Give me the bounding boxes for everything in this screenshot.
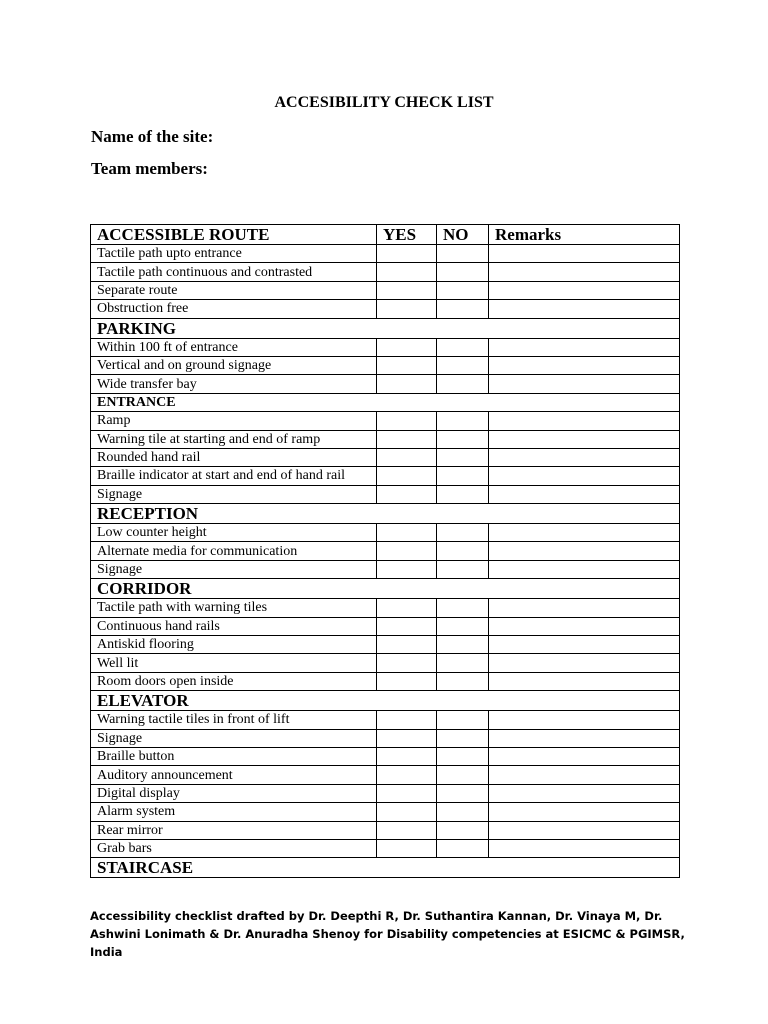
checklist-row xyxy=(91,784,680,802)
checklist-row xyxy=(91,485,680,503)
yes-cell[interactable] xyxy=(377,263,437,281)
no-cell[interactable] xyxy=(437,412,489,430)
checklist-item-label: Within 100 ft of entrance xyxy=(91,338,377,356)
checklist-row xyxy=(91,375,680,393)
yes-cell[interactable] xyxy=(377,375,437,393)
yes-cell[interactable] xyxy=(377,560,437,578)
yes-cell[interactable] xyxy=(377,448,437,466)
yes-cell[interactable] xyxy=(377,300,437,318)
checklist-row xyxy=(91,524,680,542)
no-cell[interactable] xyxy=(437,654,489,672)
section-title: PARKING xyxy=(91,318,680,338)
yes-cell[interactable] xyxy=(377,821,437,839)
yes-column-header: YES xyxy=(377,225,437,245)
checklist-item-label: Grab bars xyxy=(91,839,377,857)
remarks-cell[interactable] xyxy=(489,448,680,466)
yes-cell[interactable] xyxy=(377,599,437,617)
checklist-item-label: Braille button xyxy=(91,747,377,765)
no-cell[interactable] xyxy=(437,542,489,560)
checklist-row xyxy=(91,766,680,784)
no-cell[interactable] xyxy=(437,729,489,747)
checklist-row xyxy=(91,542,680,560)
remarks-cell[interactable] xyxy=(489,747,680,765)
no-cell[interactable] xyxy=(437,356,489,374)
section-title: CORRIDOR xyxy=(91,579,680,599)
checklist-item-label: Auditory announcement xyxy=(91,766,377,784)
section-header-row xyxy=(91,393,680,411)
yes-cell[interactable] xyxy=(377,412,437,430)
checklist-row xyxy=(91,245,680,263)
no-cell[interactable] xyxy=(437,599,489,617)
remarks-cell[interactable] xyxy=(489,617,680,635)
no-cell[interactable] xyxy=(437,375,489,393)
no-cell[interactable] xyxy=(437,711,489,729)
remarks-cell[interactable] xyxy=(489,711,680,729)
remarks-cell[interactable] xyxy=(489,485,680,503)
checklist-row xyxy=(91,448,680,466)
remarks-cell[interactable] xyxy=(489,263,680,281)
no-cell[interactable] xyxy=(437,617,489,635)
section-header-row xyxy=(91,691,680,711)
yes-cell[interactable] xyxy=(377,281,437,299)
no-cell[interactable] xyxy=(437,338,489,356)
no-cell[interactable] xyxy=(437,467,489,485)
section-title: ELEVATOR xyxy=(91,691,680,711)
checklist-item-label: Tactile path with warning tiles xyxy=(91,599,377,617)
checklist-item-label: Vertical and on ground signage xyxy=(91,356,377,374)
no-cell[interactable] xyxy=(437,300,489,318)
remarks-cell[interactable] xyxy=(489,654,680,672)
remarks-cell[interactable] xyxy=(489,784,680,802)
remarks-cell[interactable] xyxy=(489,467,680,485)
document-title: ACCESIBILITY CHECK LIST xyxy=(274,94,494,111)
no-column-header: NO xyxy=(437,225,489,245)
no-cell[interactable] xyxy=(437,636,489,654)
yes-cell[interactable] xyxy=(377,430,437,448)
checklist-item-label: Obstruction free xyxy=(91,300,377,318)
remarks-cell[interactable] xyxy=(489,766,680,784)
checklist-row xyxy=(91,560,680,578)
checklist-row xyxy=(91,803,680,821)
checklist-row xyxy=(91,729,680,747)
checklist-item-label: Warning tactile tiles in front of lift xyxy=(91,711,377,729)
checklist-item-label: Rear mirror xyxy=(91,821,377,839)
team-members-label: Team members: xyxy=(91,159,208,178)
checklist-item-label: Braille indicator at start and end of hand rail xyxy=(91,467,377,485)
checklist-item-label: Digital display xyxy=(91,784,377,802)
no-cell[interactable] xyxy=(437,560,489,578)
yes-cell[interactable] xyxy=(377,245,437,263)
no-cell[interactable] xyxy=(437,485,489,503)
checklist-item-label: Tactile path upto entrance xyxy=(91,245,377,263)
remarks-cell[interactable] xyxy=(489,803,680,821)
no-cell[interactable] xyxy=(437,766,489,784)
yes-cell[interactable] xyxy=(377,338,437,356)
checklist-row xyxy=(91,467,680,485)
yes-cell[interactable] xyxy=(377,803,437,821)
no-cell[interactable] xyxy=(437,263,489,281)
checklist-item-label: Signage xyxy=(91,729,377,747)
checklist-item-label: Wide transfer bay xyxy=(91,375,377,393)
section-title: ACCESSIBLE ROUTE xyxy=(91,225,377,245)
yes-cell[interactable] xyxy=(377,729,437,747)
yes-cell[interactable] xyxy=(377,356,437,374)
remarks-cell[interactable] xyxy=(489,245,680,263)
checklist-item-label: Tactile path continuous and contrasted xyxy=(91,263,377,281)
site-name-label: Name of the site: xyxy=(91,127,214,146)
remarks-column-header: Remarks xyxy=(489,225,680,245)
checklist-row xyxy=(91,821,680,839)
no-cell[interactable] xyxy=(437,839,489,857)
remarks-cell[interactable] xyxy=(489,281,680,299)
checklist-item-label: Signage xyxy=(91,485,377,503)
checklist-item-label: Ramp xyxy=(91,412,377,430)
yes-cell[interactable] xyxy=(377,654,437,672)
checklist-item-label: Alternate media for communication xyxy=(91,542,377,560)
no-cell[interactable] xyxy=(437,747,489,765)
remarks-cell[interactable] xyxy=(489,300,680,318)
yes-cell[interactable] xyxy=(377,766,437,784)
checklist-table xyxy=(90,224,680,878)
checklist-item-label: Room doors open inside xyxy=(91,672,377,690)
checklist-row xyxy=(91,356,680,374)
checklist-row xyxy=(91,412,680,430)
remarks-cell[interactable] xyxy=(489,338,680,356)
remarks-cell[interactable] xyxy=(489,524,680,542)
checklist-item-label: Continuous hand rails xyxy=(91,617,377,635)
checklist-row xyxy=(91,281,680,299)
checklist-item-label: Well lit xyxy=(91,654,377,672)
remarks-cell[interactable] xyxy=(489,729,680,747)
yes-cell[interactable] xyxy=(377,617,437,635)
checklist-row xyxy=(91,747,680,765)
remarks-cell[interactable] xyxy=(489,821,680,839)
remarks-cell[interactable] xyxy=(489,412,680,430)
checklist-item-label: Alarm system xyxy=(91,803,377,821)
checklist-row xyxy=(91,636,680,654)
section-title: RECEPTION xyxy=(91,504,680,524)
checklist-row xyxy=(91,672,680,690)
no-cell[interactable] xyxy=(437,672,489,690)
yes-cell[interactable] xyxy=(377,672,437,690)
yes-cell[interactable] xyxy=(377,636,437,654)
checklist-row xyxy=(91,599,680,617)
checklist-item-label: Antiskid flooring xyxy=(91,636,377,654)
remarks-cell[interactable] xyxy=(489,375,680,393)
checklist-item-label: Separate route xyxy=(91,281,377,299)
yes-cell[interactable] xyxy=(377,784,437,802)
no-cell[interactable] xyxy=(437,803,489,821)
checklist-item-label: Signage xyxy=(91,560,377,578)
yes-cell[interactable] xyxy=(377,467,437,485)
checklist-row xyxy=(91,430,680,448)
remarks-cell[interactable] xyxy=(489,839,680,857)
checklist-body xyxy=(91,225,680,878)
section-header-row xyxy=(91,504,680,524)
section-header-row xyxy=(91,579,680,599)
remarks-cell[interactable] xyxy=(489,672,680,690)
checklist-row xyxy=(91,839,680,857)
checklist-item-label: Rounded hand rail xyxy=(91,448,377,466)
no-cell[interactable] xyxy=(437,784,489,802)
no-cell[interactable] xyxy=(437,281,489,299)
yes-cell[interactable] xyxy=(377,711,437,729)
no-cell[interactable] xyxy=(437,524,489,542)
yes-cell[interactable] xyxy=(377,485,437,503)
checklist-row xyxy=(91,654,680,672)
no-cell[interactable] xyxy=(437,245,489,263)
checklist-row xyxy=(91,263,680,281)
remarks-cell[interactable] xyxy=(489,356,680,374)
yes-cell[interactable] xyxy=(377,839,437,857)
checklist-row xyxy=(91,617,680,635)
checklist-item-label: Warning tile at starting and end of ramp xyxy=(91,430,377,448)
checklist-row xyxy=(91,711,680,729)
yes-cell[interactable] xyxy=(377,542,437,560)
section-header-row xyxy=(91,858,680,878)
checklist-row xyxy=(91,300,680,318)
remarks-cell[interactable] xyxy=(489,599,680,617)
remarks-cell[interactable] xyxy=(489,430,680,448)
remarks-cell[interactable] xyxy=(489,636,680,654)
remarks-cell[interactable] xyxy=(489,560,680,578)
yes-cell[interactable] xyxy=(377,524,437,542)
footer-credits: Accessibility checklist drafted by Dr. Deepthi R, Dr. Suthantira Kannan, Dr. Vinaya M, Dr. Ashwini Lonimath & Dr. Anuradha Shenoy for Disability competencies at ESICMC & PGIMSR, India xyxy=(90,909,685,959)
section-title: ENTRANCE xyxy=(91,393,680,411)
no-cell[interactable] xyxy=(437,430,489,448)
checklist-row xyxy=(91,338,680,356)
yes-cell[interactable] xyxy=(377,747,437,765)
no-cell[interactable] xyxy=(437,448,489,466)
remarks-cell[interactable] xyxy=(489,542,680,560)
section-header-row xyxy=(91,318,680,338)
no-cell[interactable] xyxy=(437,821,489,839)
checklist-item-label: Low counter height xyxy=(91,524,377,542)
section-title: STAIRCASE xyxy=(91,858,680,878)
section-header-row xyxy=(91,225,680,245)
